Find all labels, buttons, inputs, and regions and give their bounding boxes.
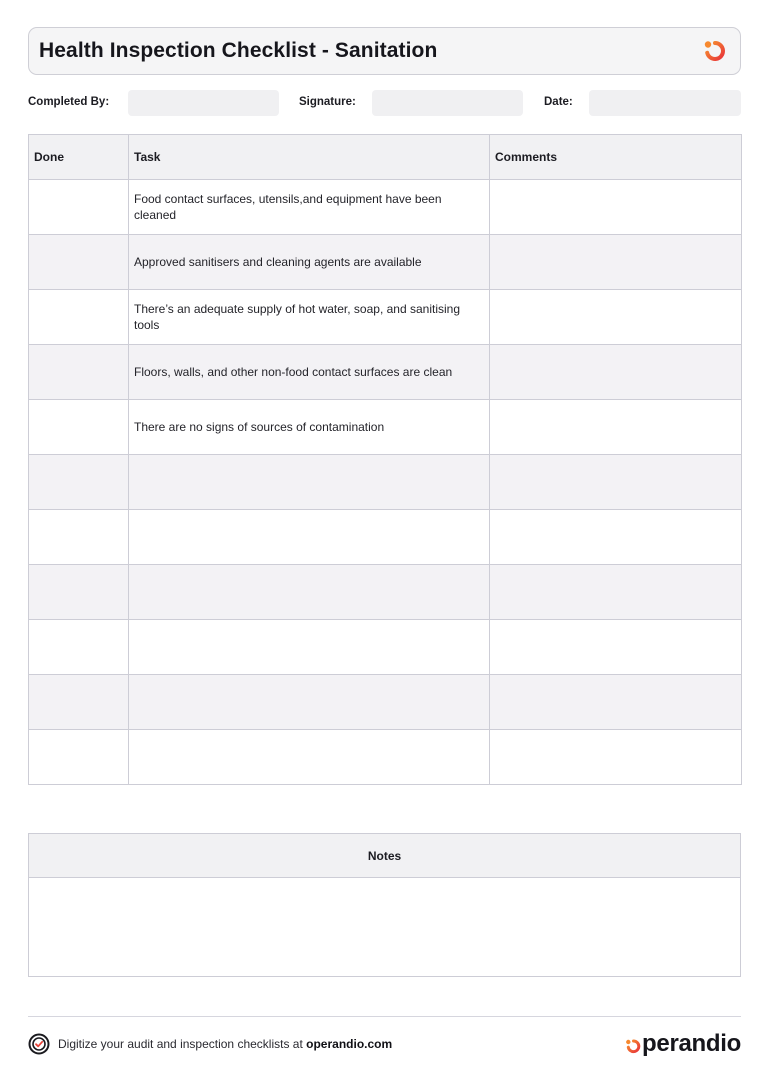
footer-divider: [28, 1016, 741, 1017]
task-cell[interactable]: [129, 510, 490, 565]
done-cell[interactable]: [29, 290, 129, 345]
comments-cell[interactable]: [490, 565, 742, 620]
task-cell: Floors, walls, and other non-food contact surfaces are clean: [129, 345, 490, 400]
comments-cell[interactable]: [490, 290, 742, 345]
completed-by-label: Completed By:: [28, 96, 110, 108]
task-cell[interactable]: [129, 565, 490, 620]
done-cell[interactable]: [29, 180, 129, 235]
comments-cell[interactable]: [490, 455, 742, 510]
operandio-mark-icon: [702, 38, 728, 64]
table-row: [29, 290, 742, 345]
table-row: [29, 565, 742, 620]
logo-wordmark: perandio: [642, 1030, 741, 1057]
notes-field[interactable]: [29, 878, 740, 976]
operandio-logo: [624, 1030, 741, 1058]
task-cell[interactable]: [129, 730, 490, 785]
date-field[interactable]: [589, 90, 741, 116]
table-row: [29, 510, 742, 565]
title-bar: [28, 27, 741, 75]
signature-label: Signature:: [299, 96, 356, 108]
done-cell[interactable]: [29, 235, 129, 290]
done-cell[interactable]: [29, 565, 129, 620]
done-cell[interactable]: [29, 675, 129, 730]
task-cell: There are no signs of sources of contamination: [129, 400, 490, 455]
column-header-done: Done: [29, 135, 129, 180]
comments-cell[interactable]: [490, 235, 742, 290]
completed-by-field[interactable]: [128, 90, 279, 116]
task-cell: There’s an adequate supply of hot water, soap, and sanitising tools: [129, 290, 490, 345]
comments-cell[interactable]: [490, 400, 742, 455]
comments-cell[interactable]: [490, 620, 742, 675]
table-row: [29, 455, 742, 510]
task-cell: Approved sanitisers and cleaning agents are available: [129, 235, 490, 290]
signature-field[interactable]: [372, 90, 523, 116]
notes-header: Notes: [29, 834, 740, 878]
done-cell[interactable]: [29, 730, 129, 785]
table-row: [29, 730, 742, 785]
footer-text: [58, 1037, 392, 1051]
comments-cell[interactable]: [490, 345, 742, 400]
column-header-task: Task: [129, 135, 490, 180]
task-cell[interactable]: [129, 675, 490, 730]
footer-text-prefix: Digitize your audit and inspection checklists at: [58, 1037, 307, 1051]
task-cell[interactable]: [129, 620, 490, 675]
table-row: [29, 235, 742, 290]
done-cell[interactable]: [29, 455, 129, 510]
comments-cell[interactable]: [490, 510, 742, 565]
column-header-comments: Comments: [490, 135, 742, 180]
task-cell[interactable]: [129, 455, 490, 510]
done-cell[interactable]: [29, 400, 129, 455]
table-row: [29, 180, 742, 235]
task-cell: Food contact surfaces, utensils,and equipment have been cleaned: [129, 180, 490, 235]
done-cell[interactable]: [29, 620, 129, 675]
check-circle-icon: [28, 1033, 50, 1055]
notes-section: [28, 833, 741, 977]
table-row: [29, 400, 742, 455]
checklist-table: [28, 134, 742, 785]
comments-cell[interactable]: [490, 730, 742, 785]
footer-link[interactable]: operandio.com: [306, 1037, 393, 1051]
done-cell[interactable]: [29, 345, 129, 400]
footer-cta: [28, 1032, 392, 1056]
table-row: [29, 345, 742, 400]
meta-row: [28, 90, 741, 116]
page-title: Health Inspection Checklist - Sanitation: [39, 39, 438, 62]
done-cell[interactable]: [29, 510, 129, 565]
table-header-row: [29, 135, 742, 180]
table-row: [29, 675, 742, 730]
comments-cell[interactable]: [490, 180, 742, 235]
date-label: Date:: [544, 96, 573, 108]
table-row: [29, 620, 742, 675]
operandio-o-mark-icon: [624, 1037, 642, 1055]
comments-cell[interactable]: [490, 675, 742, 730]
